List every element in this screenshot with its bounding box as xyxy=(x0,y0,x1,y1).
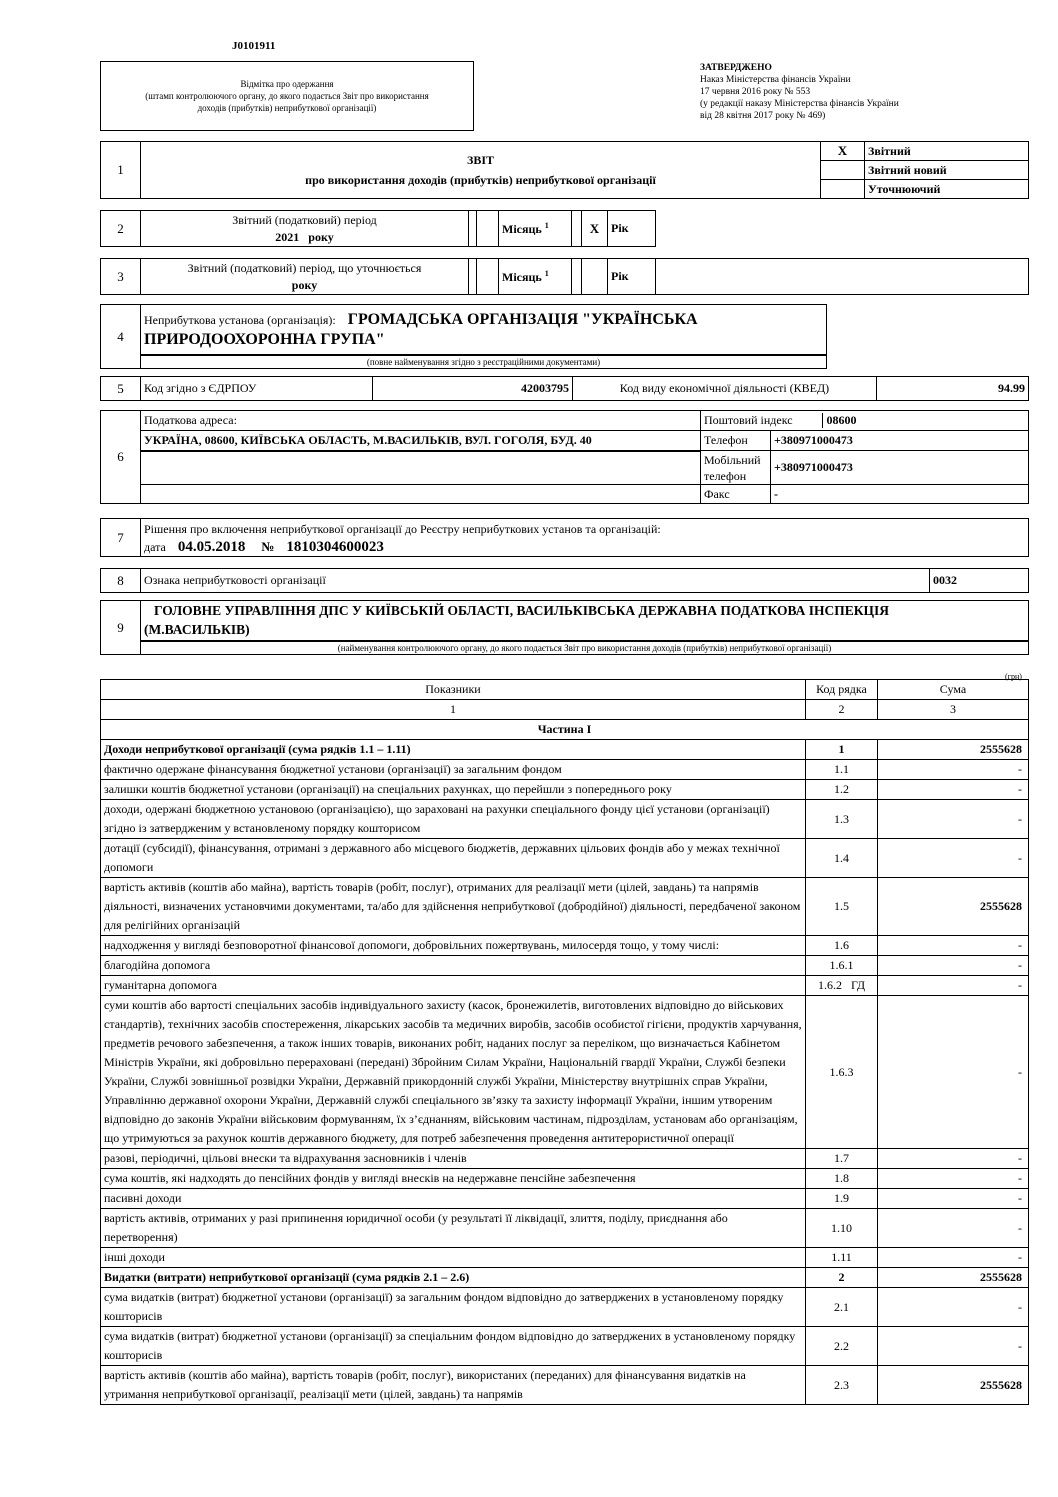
authority-name-cell xyxy=(141,601,1029,641)
row-sum[interactable]: - xyxy=(878,760,1029,780)
approval-line-4: від 28 квітня 2017 року № 469) xyxy=(700,111,826,121)
report-type-mark[interactable] xyxy=(821,161,865,180)
receipt-line-2: (штамп контролюючого органу, до якого подається Звіт про використання xyxy=(145,91,429,101)
section-index: 3 xyxy=(101,259,141,295)
section-1-report-title xyxy=(100,141,1029,199)
mobile-label-cell xyxy=(701,451,771,485)
financial-indicators-table xyxy=(100,679,1029,1405)
row-code: 2.2 xyxy=(806,1327,878,1366)
organization-name-line-2: ПРИРОДООХОРОННА ГРУПА" xyxy=(144,330,385,348)
section-7-registry-decision xyxy=(100,518,1029,557)
row-label: разові, періодичні, цільові внески та відрахування засновників і членів xyxy=(101,1149,806,1169)
approval-line-2: 17 червня 2016 року № 553 xyxy=(700,87,811,97)
row-code: 1.6.3 xyxy=(806,996,878,1149)
report-type-label: Уточнюючий xyxy=(865,180,1029,199)
row-label: доходи, одержані бюджетною установою (організацією), що зараховані на рахунки спеціального фонду цієї установи (організації) згідно із затвердженим у встановленому порядку кошторисом xyxy=(101,800,806,839)
row-label: інші доходи xyxy=(101,1248,806,1268)
row-label: сума видатків (витрат) бюджетної установи (організації) за спеціальним фондом відповідно до затверджених в установленому порядку кошторисів xyxy=(101,1327,806,1366)
decision-number-label: № xyxy=(261,538,275,554)
row-sum[interactable]: - xyxy=(878,1209,1029,1248)
receipt-line-3: доходів (прибутків) неприбуткової організації) xyxy=(197,103,377,113)
month-label-cell xyxy=(499,211,572,247)
table-body xyxy=(101,740,1029,1405)
decision-number-value[interactable]: 1810304600023 xyxy=(286,538,384,555)
section-9-control-authority xyxy=(100,600,1029,655)
receipt-line-1: Відмітка про одержання xyxy=(240,79,334,89)
table-row xyxy=(101,780,1029,800)
postal-value[interactable]: 08600 xyxy=(822,413,1025,428)
section-index: 6 xyxy=(101,411,141,504)
organization-caption: (повне найменування згідно з реєстраційними документами) xyxy=(141,355,827,369)
report-type-mark[interactable]: X xyxy=(821,142,865,161)
month-label: Місяць xyxy=(502,269,542,284)
edrpou-label: Код згідно з ЄДРПОУ xyxy=(141,377,373,401)
authority-name-line-2[interactable]: (М.ВАСИЛЬКІВ) xyxy=(144,622,250,638)
year-label: Рік xyxy=(608,211,656,247)
table-row xyxy=(101,956,1029,976)
approval-block xyxy=(700,62,899,122)
receipt-stamp-box xyxy=(100,61,474,131)
section-index: 4 xyxy=(101,305,141,369)
row-label: благодійна допомога xyxy=(101,956,806,976)
table-row xyxy=(101,1209,1029,1248)
report-type-label: Звітний новий xyxy=(865,161,1029,180)
month-mark-cell[interactable] xyxy=(572,211,582,247)
address-empty-line xyxy=(141,485,701,504)
corrected-period-label-cell xyxy=(141,259,469,295)
month-label-cell xyxy=(499,259,572,295)
row-code: 1.6.1 xyxy=(806,956,878,976)
row-sum[interactable]: - xyxy=(878,976,1029,996)
footnote-marker: 1 xyxy=(544,220,549,230)
year-mark-cell[interactable]: X xyxy=(582,211,608,247)
row-sum[interactable]: - xyxy=(878,1189,1029,1209)
approval-title: ЗАТВЕРДЖЕНО xyxy=(700,63,772,73)
month-digit-cell[interactable] xyxy=(477,211,499,247)
row-code: 1.6.2 ГД xyxy=(806,976,878,996)
table-row xyxy=(101,1366,1029,1405)
organization-name-cell xyxy=(141,305,827,355)
section-3-corrected-period xyxy=(100,258,1029,295)
row-label: суми коштів або вартості спеціальних засобів індивідуального захисту (касок, бронежилетів, виготовлених відповідно до військових стандартів), технічних засобів спостереження, лікарських засобів та медичних виробів, засобів особистої гігієни, продуктів харчування, предметів речового забезпечення, а також інших товарів, виконаних робіт, наданих послуг за переліком, що визначається Кабінетом Міністрів України, які добровільно перераховані (передані) Збройним Силам України, Національній гвардії України, Службі безпеки України, Службі зовнішньої розвідки України, Державній прикордонній службі України, Міністерству внутрішніх справ України, Управлінню державної охорони України, Державній службі спеціального зв’язку та захисту інформації України, іншим утвореним відповідно до законів України військовим формуванням, їх з’єднанням, військовим частинам, підрозділам, установам або організаціям, що утримуються за рахунок коштів державного бюджету, для потреб забезпечення проведення антитерористичної операції xyxy=(101,996,806,1149)
row-label: сума видатків (витрат) бюджетної установи (організації) за загальним фондом відповідно до затверджених в установленому порядку кошторисів xyxy=(101,1288,806,1327)
kved-label: Код виду економічної діяльності (КВЕД) xyxy=(573,377,877,401)
row-label: гуманітарна допомога xyxy=(101,976,806,996)
postal-label: Поштовий індекс xyxy=(704,413,793,427)
row-sum[interactable]: 2555628 xyxy=(878,1268,1029,1288)
row-sum[interactable]: - xyxy=(878,996,1029,1149)
table-row xyxy=(101,1268,1029,1288)
row-label: надходження у вигляді безповоротної фінансової допомоги, добровільних пожертвувань, милосердя тощо, у тому числі: xyxy=(101,936,806,956)
fax-label: Факс xyxy=(701,485,771,504)
row-code: 2.1 xyxy=(806,1288,878,1327)
table-row xyxy=(101,800,1029,839)
row-code: 2 xyxy=(806,1268,878,1288)
row-code: 1.3 xyxy=(806,800,878,839)
month-digit-cell[interactable] xyxy=(477,259,499,295)
column-header-sum: Сума xyxy=(878,680,1029,700)
mobile-label-2: телефон xyxy=(704,468,747,483)
section-2-reporting-period xyxy=(100,210,656,247)
nonprofit-sign-label: Ознака неприбутковості організації xyxy=(141,569,930,593)
decision-date-label: дата xyxy=(144,539,166,554)
registry-decision-cell xyxy=(141,519,1029,557)
organization-name-line-1: ГРОМАДСЬКА ОРГАНІЗАЦІЯ "УКРАЇНСЬКА xyxy=(347,310,698,328)
row-sum[interactable]: 2555628 xyxy=(878,740,1029,760)
month-label: Місяць xyxy=(502,221,542,236)
table-row xyxy=(101,740,1029,760)
table-row xyxy=(101,1189,1029,1209)
section-6-address xyxy=(100,410,1029,504)
approval-line-3: (у редакції наказу Міністерства фінансів України xyxy=(700,99,899,109)
row-sum[interactable]: - xyxy=(878,1327,1029,1366)
row-label: Доходи неприбуткової організації (сума рядків 1.1 – 1.11) xyxy=(101,740,806,760)
row-label: вартість активів (коштів або майна), вартість товарів (робіт, послуг), використаних (переданих) для фінансування видатків на утримання неприбуткової організації, реалізації мети (цілей, завдань) та напрямів xyxy=(101,1366,806,1405)
row-sum[interactable]: - xyxy=(878,1288,1029,1327)
row-code: 1.9 xyxy=(806,1189,878,1209)
kved-value[interactable]: 94.99 xyxy=(877,377,1029,401)
row-label: дотації (субсидії), фінансування, отримані з державного або місцевого бюджетів, державних цільових фондів або у межах технічної допомоги xyxy=(101,839,806,878)
row-label: вартість активів, отриманих у разі припинення юридичної особи (у результаті її ліквідації, злиття, поділу, приєднання або перетворення) xyxy=(101,1209,806,1248)
year-mark-cell[interactable] xyxy=(582,259,608,295)
postal-cell xyxy=(701,411,1029,431)
row-sum[interactable]: - xyxy=(878,780,1029,800)
approval-line-1: Наказ Міністерства фінансів України xyxy=(700,75,851,85)
footnote-marker: 1 xyxy=(544,268,549,278)
edrpou-value[interactable]: 42003795 xyxy=(373,377,573,401)
section-index: 7 xyxy=(101,519,141,557)
row-code: 1.7 xyxy=(806,1149,878,1169)
row-code: 1.5 xyxy=(806,878,878,936)
corrected-year-cell[interactable] xyxy=(656,259,1029,295)
currency-unit-label: (грн) xyxy=(1005,672,1022,681)
section-4-organization xyxy=(100,304,827,369)
row-label: вартість активів (коштів або майна), вартість товарів (робіт, послуг), отриманих для реалізації мети (цілей, завдань) та напрямів діяльності, визначених установчими документами, та/або для здійснення неприбуткової (добродійної) діяльності, передбаченої законом для релігійних організацій xyxy=(101,878,806,936)
nonprofit-sign-value[interactable]: 0032 xyxy=(930,569,1029,593)
table-row xyxy=(101,1327,1029,1366)
form-code: J0101911 xyxy=(232,40,276,52)
row-label: фактично одержане фінансування бюджетної установи (організації) за загальним фондом xyxy=(101,760,806,780)
row-code: 1.6 xyxy=(806,936,878,956)
row-sum[interactable]: - xyxy=(878,839,1029,878)
row-label: сума коштів, які надходять до пенсійних фондів у вигляді внесків на недержавне пенсійне забезпечення xyxy=(101,1169,806,1189)
column-number: 2 xyxy=(806,700,878,720)
authority-name-line-1[interactable]: ГОЛОВНЕ УПРАВЛІННЯ ДПС У КИЇВСЬКІЙ ОБЛАСТІ, ВАСИЛЬКІВСЬКА ДЕРЖАВНА ПОДАТКОВА ІНСПЕКЦІЯ xyxy=(154,603,890,619)
table-row xyxy=(101,1248,1029,1268)
month-digit-cell[interactable] xyxy=(469,259,477,295)
column-header-indicators: Показники xyxy=(101,680,806,700)
period-label: Звітний (податковий) період xyxy=(232,212,377,227)
phone-label: Телефон xyxy=(701,431,771,451)
row-sum[interactable]: - xyxy=(878,956,1029,976)
corrected-period-year-suffix: року xyxy=(291,277,318,292)
section-8-nonprofit-sign xyxy=(100,568,1029,593)
row-sum[interactable]: - xyxy=(878,936,1029,956)
report-title: ЗВІТ xyxy=(466,153,494,167)
column-number: 1 xyxy=(101,700,806,720)
row-sum[interactable]: - xyxy=(878,1248,1029,1268)
row-label: пасивні доходи xyxy=(101,1189,806,1209)
decision-date-value[interactable]: 04.05.2018 xyxy=(177,538,246,555)
address-label: Податкова адреса: xyxy=(141,411,701,431)
table-row xyxy=(101,1288,1029,1327)
table-row xyxy=(101,1169,1029,1189)
table-row xyxy=(101,878,1029,936)
row-sum[interactable]: - xyxy=(878,1149,1029,1169)
column-number: 3 xyxy=(878,700,1029,720)
period-year: 2021 xyxy=(275,229,300,244)
table-row xyxy=(101,839,1029,878)
row-sum[interactable]: 2555628 xyxy=(878,1366,1029,1405)
registry-decision-label: Рішення про включення неприбуткової організації до Реєстру неприбуткових установ та організацій: xyxy=(144,521,661,536)
section-index: 5 xyxy=(101,377,141,401)
row-code: 1.2 xyxy=(806,780,878,800)
report-type-mark[interactable] xyxy=(821,180,865,199)
period-year-suffix: року xyxy=(308,229,334,244)
month-digit-cell[interactable] xyxy=(469,211,477,247)
report-subtitle: про використання доходів (прибутків) неприбуткової організації xyxy=(305,173,656,187)
row-code: 1.8 xyxy=(806,1169,878,1189)
report-title-cell xyxy=(141,142,821,199)
row-sum[interactable]: - xyxy=(878,1169,1029,1189)
row-code: 1.10 xyxy=(806,1209,878,1248)
row-label: Видатки (витрати) неприбуткової організації (сума рядків 2.1 – 2.6) xyxy=(101,1268,806,1288)
fax-value[interactable]: - xyxy=(771,485,1029,504)
year-label: Рік xyxy=(608,259,656,295)
column-header-row-code: Код рядка xyxy=(806,680,878,700)
report-type-label: Звітний xyxy=(865,142,1029,161)
section-index: 8 xyxy=(101,569,141,593)
table-row xyxy=(101,976,1029,996)
row-label: залишки коштів бюджетної установи (організації) на спеціальних рахунках, що перейшли з попереднього року xyxy=(101,780,806,800)
part-title: Частина І xyxy=(101,720,1029,740)
mobile-label-1: Мобільний xyxy=(704,452,761,467)
row-sum[interactable]: 2555628 xyxy=(878,878,1029,936)
section-index: 9 xyxy=(101,601,141,655)
phone-value[interactable]: +380971000473 xyxy=(771,431,1029,451)
table-row xyxy=(101,1149,1029,1169)
section-5-codes xyxy=(100,376,1029,401)
row-code: 1 xyxy=(806,740,878,760)
authority-caption: (найменування контролюючого органу, до якого подається Звіт про використання доходів (прибутків) неприбуткової організації) xyxy=(141,641,1029,655)
table-row xyxy=(101,996,1029,1149)
corrected-period-label: Звітний (податковий) період, що уточнюється xyxy=(187,260,422,275)
section-index: 2 xyxy=(101,211,141,247)
row-code: 1.4 xyxy=(806,839,878,878)
address-value[interactable]: УКРАЇНА, 08600, КИЇВСЬКА ОБЛАСТЬ, М.ВАСИЛЬКІВ, ВУЛ. ГОГОЛЯ, БУД. 40 xyxy=(141,431,701,451)
row-sum[interactable]: - xyxy=(878,800,1029,839)
table-row xyxy=(101,760,1029,780)
section-index: 1 xyxy=(101,142,141,199)
row-code: 2.3 xyxy=(806,1366,878,1405)
address-empty-line xyxy=(141,451,701,485)
organization-label: Неприбуткова установа (організація): xyxy=(144,312,336,327)
month-mark-cell[interactable] xyxy=(572,259,582,295)
row-code: 1.11 xyxy=(806,1248,878,1268)
row-code: 1.1 xyxy=(806,760,878,780)
mobile-value[interactable]: +380971000473 xyxy=(771,451,1029,485)
table-row xyxy=(101,936,1029,956)
period-label-cell xyxy=(141,211,469,247)
